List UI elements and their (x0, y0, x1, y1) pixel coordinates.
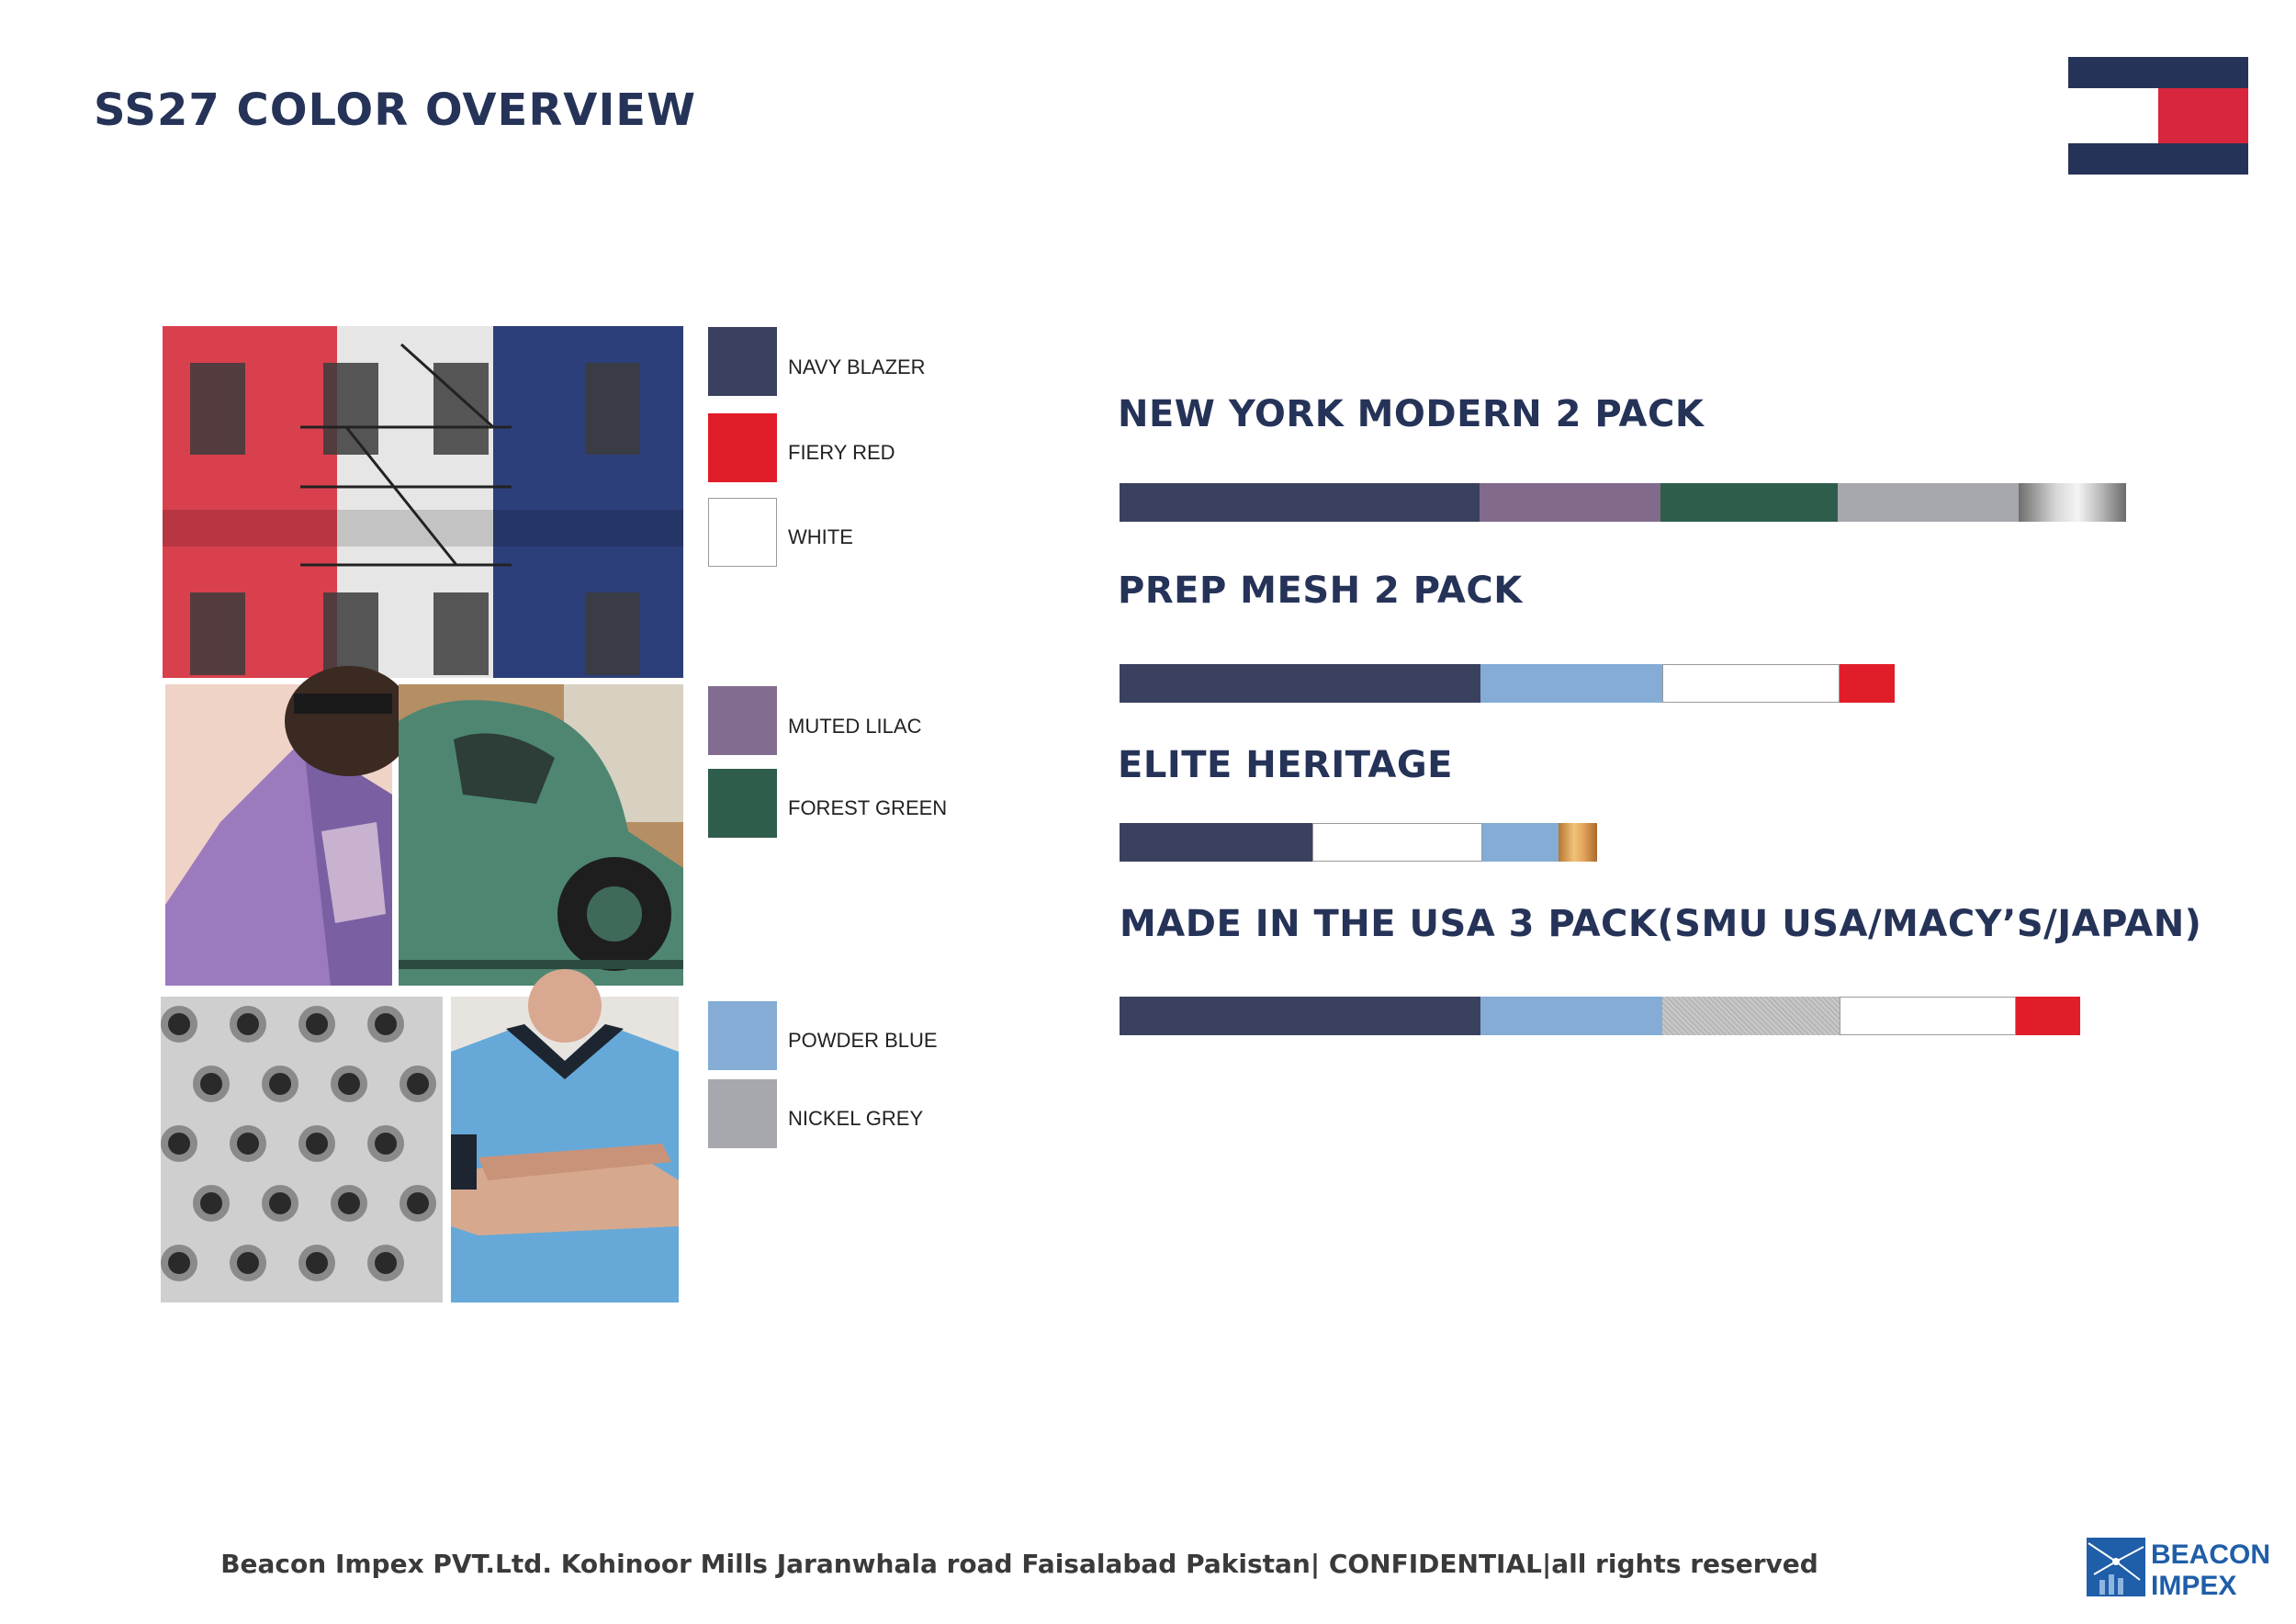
pack-title: ELITE HERITAGE (1118, 744, 1454, 786)
pack-color-bar (1120, 997, 2080, 1035)
bar-segment-powder-blue (1482, 823, 1559, 862)
flag-logo-bottom-band (2068, 143, 2248, 175)
bar-segment-silver (2019, 483, 2126, 522)
swatch-navy-blazer (708, 327, 777, 396)
pack-color-bar (1120, 664, 1895, 703)
swatch-label: POWDER BLUE (788, 1029, 938, 1052)
bar-segment-green (1660, 483, 1838, 522)
swatch-nickel-grey (708, 1079, 777, 1148)
metal-perforated-texture-photo (161, 997, 443, 1303)
swatch-forest-green (708, 769, 777, 838)
swatch-label: FIERY RED (788, 441, 895, 464)
lilac-jacket-model-photo (165, 684, 392, 986)
pack-color-bar (1120, 483, 2126, 522)
bar-segment-red (1840, 664, 1895, 703)
swatch-muted-lilac (708, 686, 777, 755)
swatch-label: MUTED LILAC (788, 715, 922, 738)
beacon-logo-line1: BEACON (2151, 1539, 2271, 1570)
bar-segment-navy (1120, 997, 1480, 1035)
bar-segment-grey (1838, 483, 2019, 522)
swatch-powder-blue (708, 1001, 777, 1070)
bar-segment-red (2016, 997, 2080, 1035)
bar-segment-white (1312, 823, 1482, 862)
pack-color-bar (1120, 823, 1597, 862)
swatch-label: FOREST GREEN (788, 796, 948, 819)
beacon-impex-logo (2087, 1534, 2271, 1601)
flag-logo-top-band (2068, 57, 2248, 88)
bar-segment-lilac (1480, 483, 1660, 522)
footer-text: Beacon Impex PVT.Ltd. Kohinoor Mills Jaranwhala road Faisalabad Pakistan| CONFIDENTIAL|all rights reserved (220, 1549, 1818, 1579)
swatch-white (708, 498, 777, 567)
powder-blue-polo-model-photo (451, 997, 679, 1303)
swatch-label: NAVY BLAZER (788, 355, 926, 378)
bar-segment-white (1840, 997, 2016, 1035)
pack-title: NEW YORK MODERN 2 PACK (1118, 393, 1705, 435)
bar-segment-navy (1120, 823, 1312, 862)
bar-segment-heather-grey (1662, 997, 1840, 1035)
bar-segment-powder-blue (1480, 664, 1662, 703)
flag-logo-red-block (2158, 88, 2248, 143)
swatch-fiery-red (708, 413, 777, 482)
bar-segment-white (1662, 664, 1840, 703)
brick-building-photo (163, 326, 683, 678)
bar-segment-navy (1120, 483, 1480, 522)
flag-logo-white-block (2068, 88, 2160, 143)
bar-segment-powder-blue (1480, 997, 1662, 1035)
beacon-logo-line2: IMPEX (2151, 1571, 2237, 1601)
bar-segment-gold (1559, 823, 1597, 862)
pack-title: PREP MESH 2 PACK (1118, 570, 1523, 612)
green-beetle-car-photo (399, 684, 683, 986)
swatch-label: NICKEL GREY (788, 1107, 924, 1130)
swatch-label: WHITE (788, 525, 853, 548)
bar-segment-navy (1120, 664, 1480, 703)
pack-title: MADE IN THE USA 3 PACK(SMU USA/MACY’S/JAPAN) (1120, 903, 2202, 945)
page-title: SS27 COLOR OVERVIEW (94, 85, 697, 136)
